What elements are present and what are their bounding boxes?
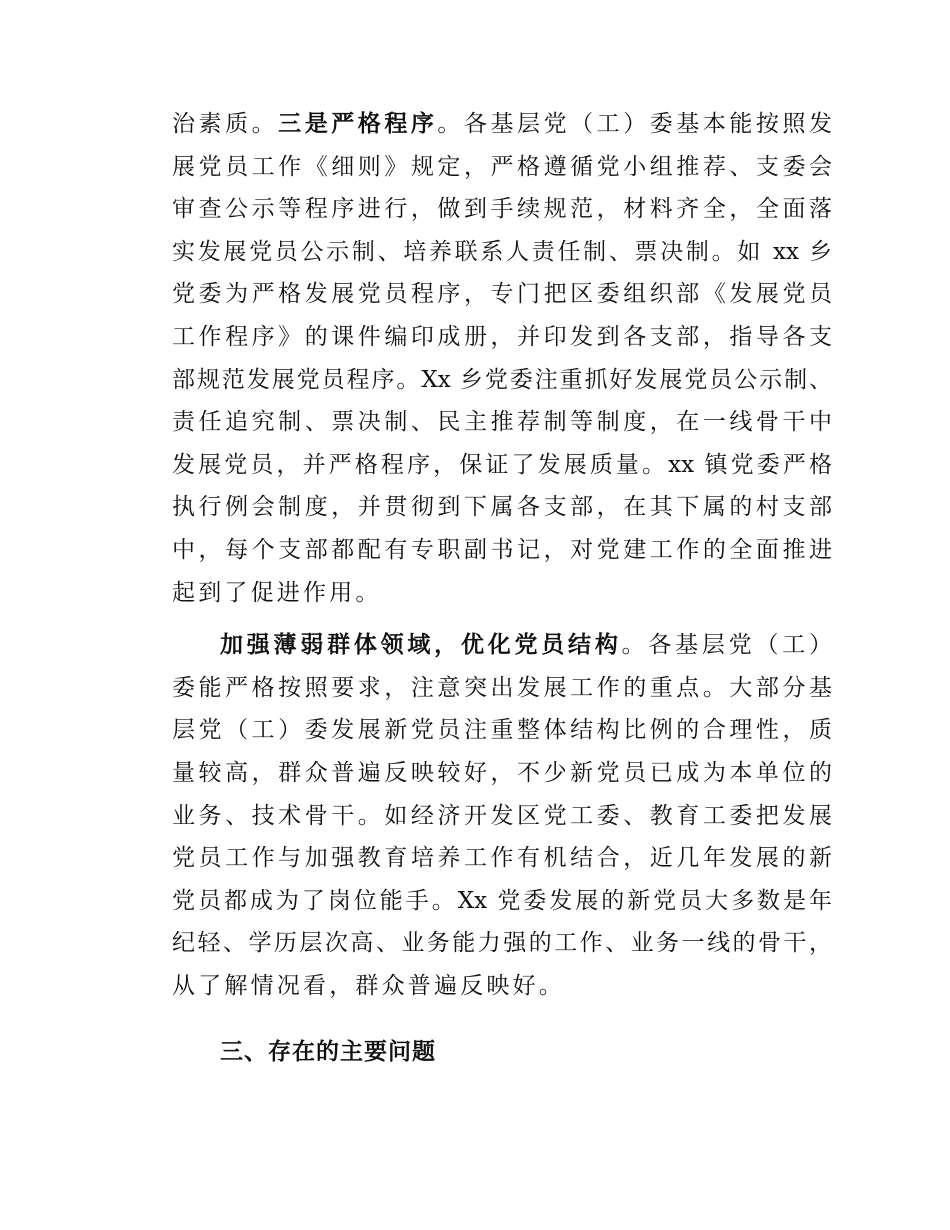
paragraph-2-line-1-rest: 。各基层党（工） [621,632,833,659]
paragraph-2-line: 层党（工）委发展新党员注重整体结构比例的合理性，质 [172,717,832,744]
paragraph-2-line: 党员工作与加强教育培养工作有机结合，近几年发展的新 [172,845,832,872]
paragraph-2-line: 量较高，群众普遍反映较好，不少新党员已成为本单位的 [172,759,832,786]
paragraph-1-line-1 [172,103,832,146]
paragraph-1-line: 展党员工作《细则》规定，严格遵循党小组推荐、支委会 [172,153,832,180]
paragraph-2-line: 委能严格按照要求，注意突出发展工作的重点。大部分基 [172,674,832,701]
paragraph-2-last-line: 从了解情况看，群众普遍反映好。 [172,972,565,999]
paragraph-1-lead-text: 治素质。 [172,111,279,137]
paragraph-1-line: 实发展党员公示制、培养联系人责任制、票决制。如 xx 乡 [172,238,832,265]
paragraph-1-line: 部规范发展党员程序。Xx 乡党委注重抓好发展党员公示制、 [172,366,832,393]
paragraph-gap [172,614,832,624]
paragraph-1-line: 中，每个支部都配有专职副书记，对党建工作的全面推进 [172,536,832,563]
paragraph-1-line: 发展党员，并严格程序，保证了发展质量。xx 镇党委严格 [172,451,832,478]
document-body [172,103,832,1007]
paragraph-2-bold-phrase: 加强薄弱群体领域，优化党员结构 [220,632,622,659]
paragraph-1-line: 审查公示等程序进行，做到手续规范，材料齐全，全面落 [172,196,832,223]
paragraph-1-bold-phrase: 三是严格程序 [278,111,438,137]
paragraph-1-last-line: 起到了促进作用。 [172,579,382,606]
paragraph-2-line: 党员都成为了岗位能手。Xx 党委发展的新党员大多数是年 [172,887,832,914]
paragraph-1-line-1-rest: 。各基层党（工）委基本能按照发 [437,111,833,137]
paragraph-1-line: 工作程序》的课件编印成册，并印发到各支部，指导各支 [172,323,832,350]
paragraph-2-line: 业务、技术骨干。如经济开发区党工委、教育工委把发展 [172,802,832,829]
paragraph-1-line: 执行例会制度，并贯彻到下属各支部，在其下属的村支部 [172,494,832,521]
paragraph-2-line-1 [172,624,832,667]
paragraph-1-line: 责任追究制、票决制、民主推荐制等制度，在一线骨干中 [172,409,832,436]
section-heading: 三、存在的主要问题 [220,1039,436,1065]
paragraph-1-line: 党委为严格发展党员程序，专门把区委组织部《发展党员 [172,281,832,308]
paragraph-2-line: 纪轻、学历层次高、业务能力强的工作、业务一线的骨干， [172,930,832,957]
